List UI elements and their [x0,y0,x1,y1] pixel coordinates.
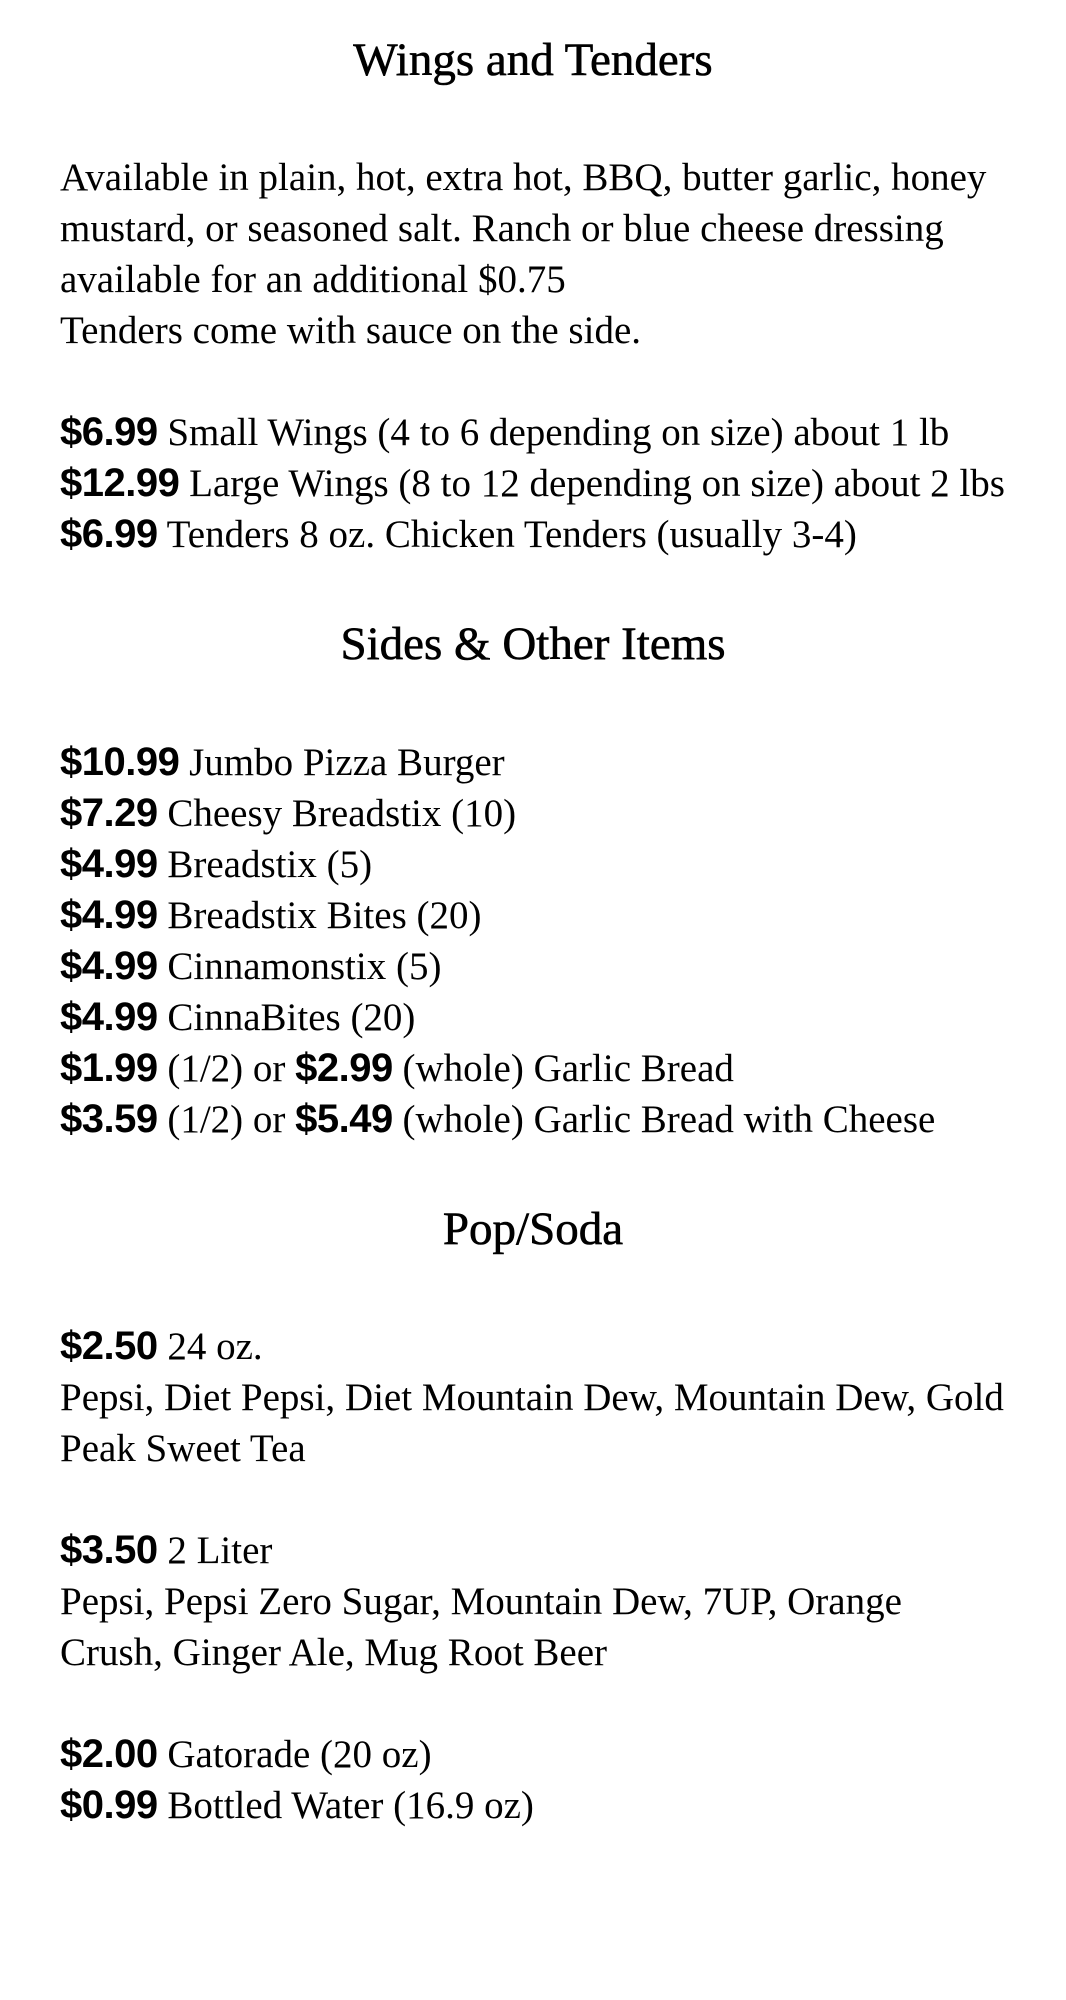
whole-label: (whole) Garlic Bread with Cheese [402,1097,936,1141]
item-name: Cinnamonstix (5) [167,944,442,988]
price: $2.50 [60,1324,158,1369]
price: $12.99 [60,461,180,506]
sides-price-list [60,737,1006,1145]
price: $10.99 [60,739,180,784]
price: $2.00 [60,1732,158,1777]
menu-item [60,992,1006,1043]
price-half: $1.99 [60,1045,158,1090]
item-name: Gatorade (20 oz) [167,1733,432,1777]
pop-group-2liter [60,1525,1006,1678]
item-name: Tenders 8 oz. Chicken Tenders (usually 3-4) [166,513,857,557]
wings-description [60,152,1006,356]
wings-description-tenders: Tenders come with sauce on the side. [60,309,642,353]
item-name: Breadstix Bites (20) [167,893,482,937]
menu-item [60,1729,1006,1780]
price: $6.99 [60,410,158,455]
price-whole: $2.99 [295,1045,393,1090]
menu-item-garlic-bread-cheese [60,1094,1006,1145]
wings-description-sauces: Available in plain, hot, extra hot, BBQ, butter garlic, honey mustard, or seasoned salt. Ranch or blue cheese dressing available for an additional $0.75 [60,156,987,302]
menu-item [60,509,1006,560]
wings-price-list [60,407,1006,560]
price: $4.99 [60,994,158,1039]
price: $4.99 [60,943,158,988]
menu-item [60,788,1006,839]
item-name: Cheesy Breadstix (10) [167,791,517,835]
item-name: Breadstix (5) [167,842,373,886]
pop-flavors: Pepsi, Diet Pepsi, Diet Mountain Dew, Mountain Dew, Gold Peak Sweet Tea [60,1376,1004,1471]
half-label: (1/2) or [167,1046,286,1090]
price-whole: $5.49 [295,1096,393,1141]
item-name: Jumbo Pizza Burger [189,740,505,784]
whole-label: (whole) Garlic Bread [402,1046,734,1090]
pop-size-line [60,1525,1006,1576]
item-name: CinnaBites (20) [167,995,416,1039]
sides-heading: Sides & Other Items [340,618,726,671]
menu-item [60,890,1006,941]
wings-heading: Wings and Tenders [353,34,713,86]
size-label: 2 Liter [167,1529,273,1573]
price: $7.29 [60,790,158,835]
pop-other-items [60,1729,1006,1831]
menu-item [60,1780,1006,1831]
menu-item [60,941,1006,992]
pop-group-24oz [60,1321,1006,1474]
menu-item [60,458,1006,509]
item-name: Large Wings (8 to 12 depending on size) about 2 lbs [189,462,1005,506]
price: $3.50 [60,1528,158,1573]
pop-heading: Pop/Soda [442,1202,624,1255]
price: $0.99 [60,1783,158,1828]
menu-item-garlic-bread [60,1043,1006,1094]
item-name: Bottled Water (16.9 oz) [167,1784,534,1828]
price: $6.99 [60,512,158,557]
pop-flavors: Pepsi, Pepsi Zero Sugar, Mountain Dew, 7UP, Orange Crush, Ginger Ale, Mug Root Beer [60,1580,902,1675]
half-label: (1/2) or [167,1097,286,1141]
size-label: 24 oz. [167,1325,263,1369]
price: $4.99 [60,841,158,886]
price-half: $3.59 [60,1096,158,1141]
menu-item [60,407,1006,458]
menu-item [60,737,1006,788]
price: $4.99 [60,892,158,937]
item-name: Small Wings (4 to 6 depending on size) about 1 lb [167,411,950,455]
pop-size-line [60,1321,1006,1372]
menu-item [60,839,1006,890]
